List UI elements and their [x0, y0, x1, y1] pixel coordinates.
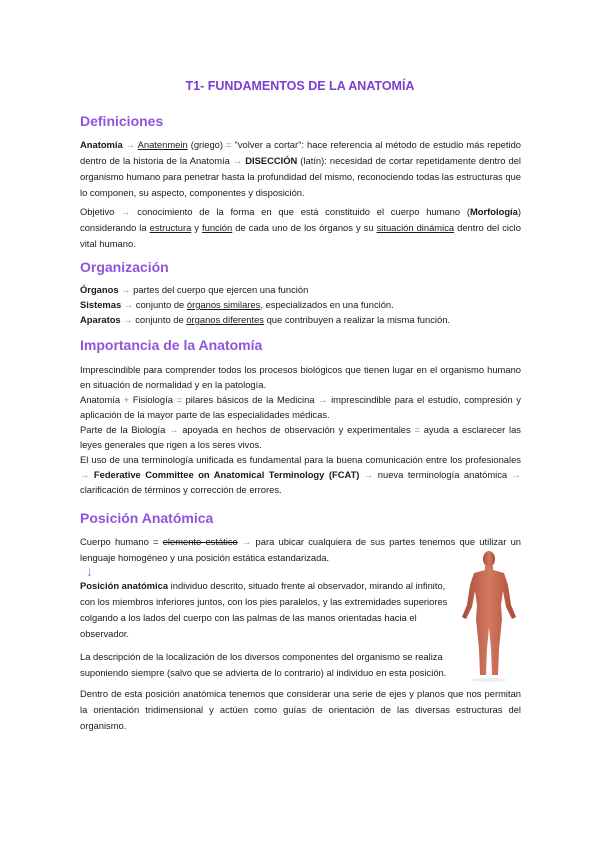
paragraph — [80, 452, 521, 497]
text-segment: Sistemas — [80, 299, 122, 310]
text-segment: conjunto de — [135, 314, 187, 325]
paragraph — [80, 137, 521, 201]
text-segment: para ubicar cualquiera de sus partes tenemos que utilizar un lenguaje homogéneo y una posición estática estandarizada. — [80, 536, 522, 563]
text-segment: Dentro de esta posición anatómica tenemos que considerar una serie de ejes y planos que nos permitan la orientación tridimensional y actúen como guías de orientación de las diversas estructuras del organismo. — [80, 688, 521, 731]
paragraph — [80, 578, 450, 642]
text-segment: Parte de la Biología — [80, 424, 170, 435]
paragraph — [80, 362, 521, 392]
arrow-symbol: → — [122, 139, 138, 150]
text-segment: Objetivo — [80, 206, 122, 217]
text-segment: ) considerando la — [80, 206, 521, 233]
text-segment: situación dinámica — [376, 222, 455, 233]
text-segment: La descripción de la localización de los diversos componentes del organismo se realiza suponiendo siempre (salvo que se advierta de lo contrario) al individuo en esta posición. — [80, 651, 447, 678]
text-segment: Órganos — [80, 284, 119, 295]
text-segment: nueva terminología anatómica — [373, 469, 512, 480]
text-segment: de cada uno de los órganos y su — [232, 222, 377, 233]
down-arrow-icon: ↓ — [86, 563, 93, 579]
paragraph — [80, 392, 521, 422]
text-segment: (FCAT) — [328, 469, 360, 480]
text-segment: órganos similares — [186, 299, 261, 310]
text-segment: apoyada en hechos de observación y experimentales — [178, 424, 415, 435]
text-segment: y — [191, 222, 202, 233]
text-segment: Federative Committee on Anatomical Terminology — [93, 469, 325, 480]
paragraph — [80, 204, 521, 252]
arrow-symbol: → — [232, 155, 243, 166]
text-segment: Aparatos — [80, 314, 121, 325]
text-segment: Morfología — [469, 206, 518, 217]
heading-posicion: Posición Anatómica — [80, 510, 214, 526]
text-segment: clarificación de términos y corrección de errores. — [80, 484, 282, 495]
text-segment: El uso de una terminología unificada es fundamental para la buena comunicación entre los profesionales — [80, 454, 521, 465]
arrow-symbol: → — [121, 206, 131, 217]
text-segment: ayuda a esclarecer las leyes generales que rigen a los seres vivos. — [80, 424, 521, 450]
heading-definiciones: Definiciones — [80, 113, 164, 129]
arrow-symbol: → — [511, 469, 522, 480]
list-item — [80, 282, 521, 297]
arrow-symbol: → — [241, 536, 252, 547]
paragraph — [80, 686, 521, 734]
heading-organizacion: Organización — [80, 259, 169, 275]
text-segment: Imprescindible para comprender todos los procesos biológicos que tienen lugar en el organismo humano en situación de normalidad y en la patología. — [80, 364, 521, 390]
document-page — [80, 113, 521, 734]
list-item — [80, 297, 521, 312]
arrow-symbol: → — [80, 469, 90, 480]
text-segment: elemento estático — [162, 536, 238, 547]
text-segment: estructura — [149, 222, 192, 233]
text-segment: órganos diferentes — [186, 314, 264, 325]
human-anatomy-figure — [458, 550, 520, 682]
paragraph — [80, 649, 450, 681]
text-segment: Fisiología — [129, 394, 177, 405]
text-segment: individuo descrito, situado frente al observador, mirando al infinito, con los miembros inferiores juntos, con los pies paralelos, y las extremidades superiores colgando a los lados del cuerpo con las palmas de las manos orientadas hacia el observador. — [80, 580, 448, 639]
document-title: T1- FUNDAMENTOS DE LA ANATOMÍA — [185, 79, 415, 93]
text-segment: función — [202, 222, 233, 233]
text-segment: Cuerpo humano = — [80, 536, 163, 547]
figure-shadow — [471, 678, 507, 682]
text-segment: Anatomía — [80, 139, 123, 150]
text-segment: dentro del ciclo vital humano. — [80, 222, 521, 249]
arrow-symbol: → — [118, 284, 134, 295]
text-segment: Posición anatómica — [80, 580, 169, 591]
arrow-symbol: → — [120, 314, 136, 325]
arrow-symbol: = — [226, 139, 232, 150]
text-segment: conocimiento de la forma en que está constituido el cuerpo humano ( — [130, 206, 470, 217]
text-segment: (griego) — [187, 139, 227, 150]
text-segment: partes del cuerpo que ejercen una función — [133, 284, 309, 295]
text-segment: Anatenmein — [137, 139, 188, 150]
arrow-symbol: = — [414, 424, 420, 435]
text-segment: "volver a cortar": hace referencia al método de estudio más repetido dentro de la historia de la Anatomía — [80, 139, 521, 166]
text-segment: pilares básicos de la Medicina — [181, 394, 319, 405]
arrow-symbol: → — [363, 469, 374, 480]
heading-importancia: Importancia de la Anatomía — [80, 337, 263, 353]
text-segment: que contribuyen a realizar la misma función. — [263, 314, 451, 325]
arrow-symbol: → — [318, 394, 328, 405]
text-segment: imprescindible para el estudio, compresión y aplicación de la mayor parte de las especialidades médicas. — [80, 394, 521, 420]
text-segment: conjunto de — [135, 299, 187, 310]
text-segment: (latín): necesidad de cortar repetidamente dentro del organismo humano para penetrar hasta la profundidad del mismo, reconociendo todas las estructuras que lo componen, su aspecto, componentes y disposición. — [80, 155, 521, 198]
text-segment: DISECCIÓN — [245, 155, 298, 166]
arrow-symbol: → — [169, 424, 179, 435]
figure-head — [483, 551, 495, 567]
paragraph — [80, 422, 521, 452]
arrow-symbol: = — [176, 394, 182, 405]
text-segment: Anatomía — [80, 394, 124, 405]
paragraph — [80, 534, 521, 566]
text-segment: , especializados en una función. — [260, 299, 394, 310]
list-item — [80, 312, 521, 327]
figure-body — [462, 566, 516, 675]
arrow-symbol: + — [123, 394, 130, 405]
arrow-symbol: → — [121, 299, 136, 310]
